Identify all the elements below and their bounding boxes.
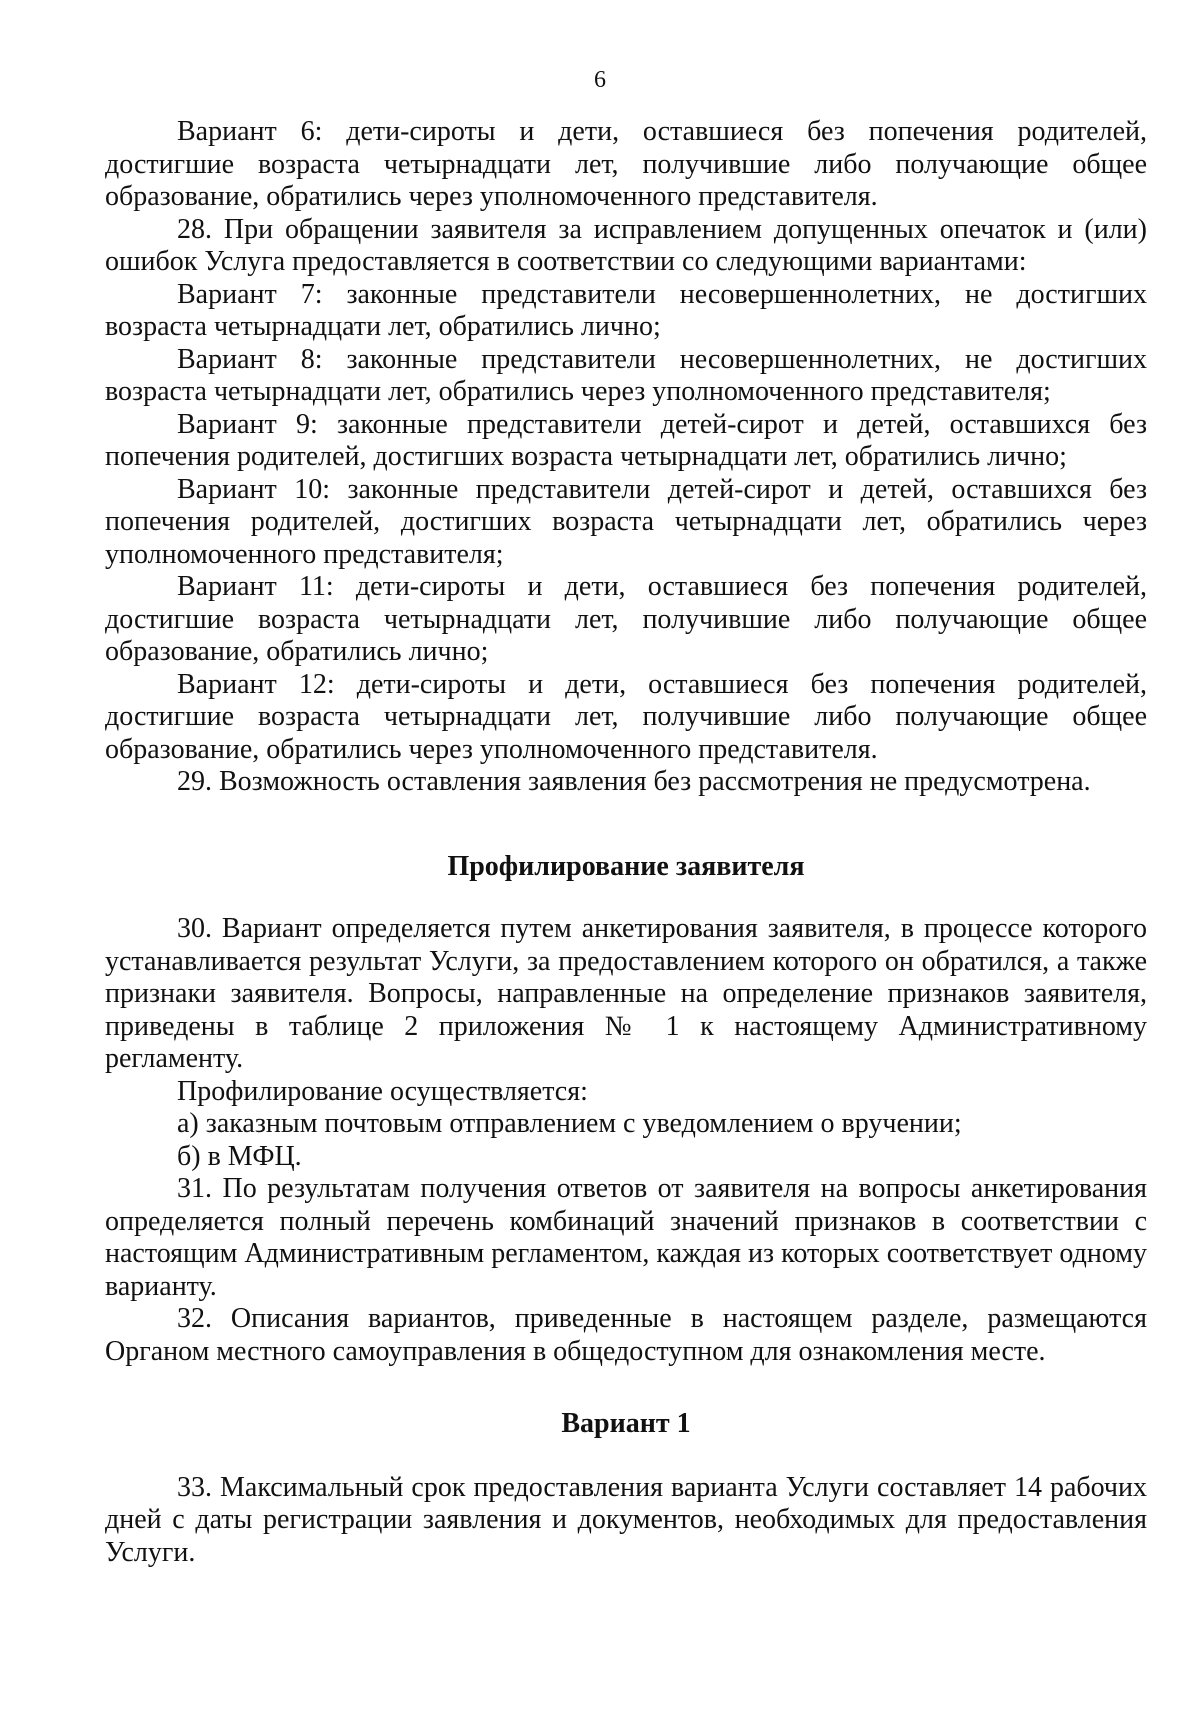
paragraph-33: 33. Максимальный срок предоставления варианта Услуги составляет 14 рабочих дней с даты регистрации заявления и документов, необходимых для предоставления Услуги. <box>105 1471 1147 1568</box>
section-heading-variant-1: Вариант 1 <box>561 1408 691 1439</box>
paragraph-variant-8: Вариант 8: законные представители несовершеннолетних, не достигших возраста четырнадцати лет, обратились через уполномоченного представителя; <box>105 343 1147 407</box>
paragraph-variant-11: Вариант 11: дети-сироты и дети, оставшиеся без попечения родителей, достигшие возраста четырнадцати лет, получившие либо получающие общее образование, обратились лично; <box>105 571 1147 667</box>
paragraph-28: 28. При обращении заявителя за исправлением допущенных опечаток и (или) ошибок Услуга предоставляется в соответствии со следующими вариантами: <box>105 213 1147 277</box>
paragraph-profile-item-b: б) в МФЦ. <box>177 1140 302 1172</box>
paragraph-variant-7: Вариант 7: законные представители несовершеннолетних, не достигших возраста четырнадцати лет, обратились лично; <box>105 278 1147 342</box>
page-number: 6 <box>594 67 606 93</box>
paragraph-30: 30. Вариант определяется путем анкетирования заявителя, в процессе которого устанавливается результат Услуги, за предоставлением которого он обратился, а также признаки заявителя. Вопросы, направленные на определение признаков заявителя, приведены в таблице 2 приложения № 1 к настоящему Административному регламенту. <box>105 913 1147 1074</box>
document-body <box>105 116 1147 1569</box>
paragraph-31: 31. По результатам получения ответов от заявителя на вопросы анкетирования определяется полный перечень комбинаций значений признаков в соответствии с настоящим Административным регламентом, каждая из которых соответствует одному варианту. <box>105 1173 1147 1302</box>
paragraph-profile-item-a: а) заказным почтовым отправлением с уведомлением о вручении; <box>177 1108 962 1139</box>
paragraph-variant-12: Вариант 12: дети-сироты и дети, оставшиеся без попечения родителей, достигшие возраста четырнадцати лет, получившие либо получающие общее образование, обратились через уполномоченного представителя. <box>105 668 1147 765</box>
paragraph-29: 29. Возможность оставления заявления без рассмотрения не предусмотрена. <box>177 766 1091 797</box>
paragraph-variant-10: Вариант 10: законные представители детей-сирот и детей, оставшихся без попечения родителей, достигших возраста четырнадцати лет, обратились через уполномоченного представителя; <box>105 473 1147 570</box>
paragraph-profile-intro: Профилирование осуществляется: <box>177 1075 588 1107</box>
section-heading-profile: Профилирование заявителя <box>447 850 805 882</box>
paragraph-variant-9: Вариант 9: законные представители детей-сирот и детей, оставшихся без попечения родителей, достигших возраста четырнадцати лет, обратились лично; <box>105 408 1147 472</box>
paragraph-32: 32. Описания вариантов, приведенные в настоящем разделе, размещаются Органом местного самоуправления в общедоступном для ознакомления месте. <box>105 1303 1147 1367</box>
paragraph-variant-6: Вариант 6: дети-сироты и дети, оставшиеся без попечения родителей, достигшие возраста четырнадцати лет, получившие либо получающие общее образование, обратились через уполномоченного представителя. <box>105 116 1147 212</box>
